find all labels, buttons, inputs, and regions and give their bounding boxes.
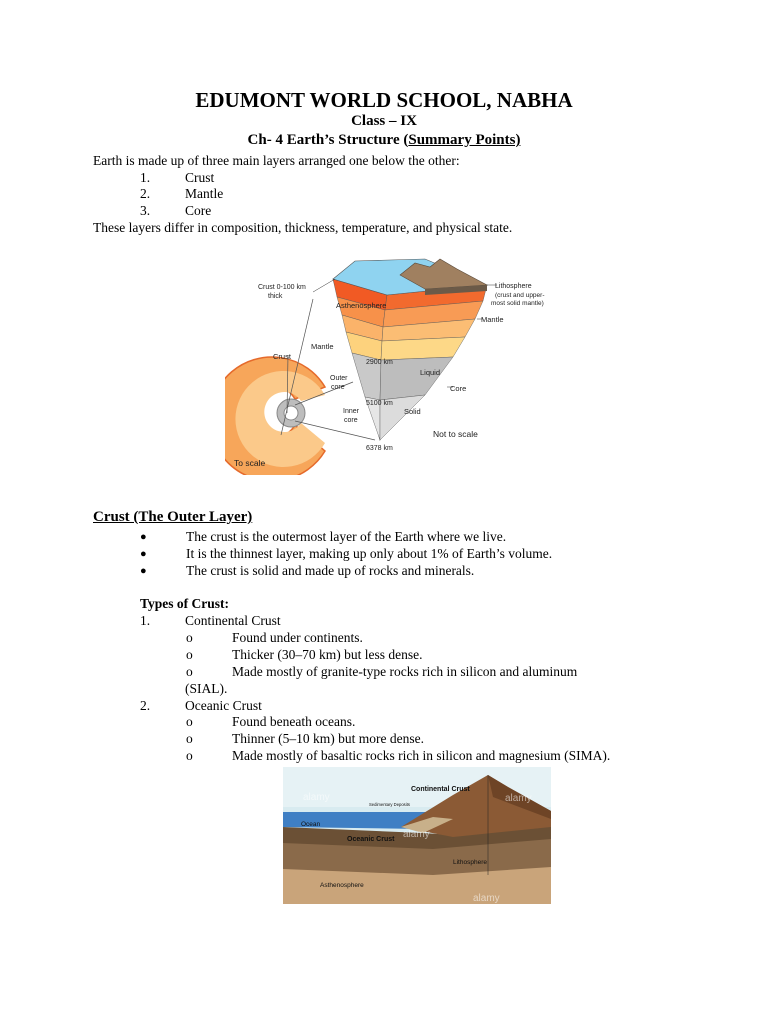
class-line: Class – IX: [351, 113, 417, 129]
label-crust-left: Crust: [273, 352, 291, 361]
label-litho-note2: most solid mantle): [491, 300, 544, 307]
label-asthenosphere: Asthenosphere: [320, 882, 364, 889]
watermark: alamy: [505, 793, 532, 804]
label-to-scale: To scale: [234, 458, 266, 468]
label-asthenosphere: Asthenosphere: [336, 301, 387, 310]
type-num: 1.: [140, 613, 151, 628]
label-inner-core: core: [344, 417, 358, 424]
bullet-icon: ●: [140, 548, 147, 560]
sub-point: Thinner (5–10 km) but more dense.: [232, 731, 424, 746]
layer-label: Core: [185, 203, 212, 218]
sub-bullet-icon: o: [186, 748, 193, 763]
type-label: Continental Crust: [185, 613, 281, 628]
type-num: 2.: [140, 698, 151, 713]
label-crust-thick: Crust 0-100 km: [258, 284, 306, 291]
layer-num: 3.: [140, 203, 151, 218]
type-label: Oceanic Crust: [185, 698, 262, 713]
sub-point: Found beneath oceans.: [232, 714, 356, 729]
label-outer-core: core: [331, 384, 345, 391]
crust-bullet: It is the thinnest layer, making up only about 1% of Earth’s volume.: [186, 546, 553, 561]
label-lithosphere: Lithosphere: [453, 859, 487, 866]
label-5100km: 5100 km: [366, 400, 393, 407]
sub-point: Thicker (30–70 km) but less dense.: [232, 647, 423, 662]
watermark: alamy: [473, 893, 500, 904]
label-sedimentary: Sedimentary Deposits: [369, 802, 410, 807]
label-core-right: Core: [450, 384, 467, 393]
sub-point-wrap: (SIAL).: [185, 681, 228, 696]
bullet-icon: ●: [140, 531, 147, 543]
label-continental-crust: Continental Crust: [411, 786, 470, 793]
layer-label: Mantle: [185, 186, 224, 201]
crust-cross-section: [283, 767, 551, 904]
label-inner: Inner: [343, 408, 359, 415]
label-oceanic-crust: Oceanic Crust: [347, 836, 395, 843]
sub-bullet-icon: o: [186, 630, 193, 645]
label-mantle-right: Mantle: [481, 315, 504, 324]
sub-point: Found under continents.: [232, 630, 363, 645]
sub-bullet-icon: o: [186, 664, 193, 679]
label-liquid: Liquid: [420, 368, 441, 377]
label-litho-note1: (crust and upper-: [495, 292, 545, 299]
sub-point: Made mostly of granite-type rocks rich in silicon and aluminum: [232, 664, 578, 679]
chapter-prefix: Ch- 4 Earth’s Structure (: [247, 132, 409, 148]
earth-structure-diagram: [225, 255, 545, 475]
label-not-to-scale: Not to scale: [433, 429, 478, 439]
intro-lead: Earth is made up of three main layers arranged one below the other:: [93, 153, 460, 168]
label-ocean: Ocean: [301, 821, 321, 828]
label-lithosphere: Lithosphere: [495, 283, 532, 290]
sub-point: Made mostly of basaltic rocks rich in silicon and magnesium (SIMA).: [232, 748, 611, 763]
types-heading: Types of Crust:: [140, 596, 229, 611]
watermark: alamy: [403, 829, 430, 840]
layer-label: Crust: [185, 170, 215, 185]
crust-bullet: The crust is solid and made up of rocks and minerals.: [186, 563, 475, 578]
sub-bullet-icon: o: [186, 714, 193, 729]
label-solid: Solid: [404, 407, 421, 416]
crust-bullet: The crust is the outermost layer of the Earth where we live.: [186, 529, 507, 544]
chapter-title: [0, 132, 768, 149]
label-outer: Outer: [330, 375, 348, 382]
watermark: alamy: [303, 792, 330, 803]
label-thick: thick: [268, 293, 283, 300]
school-title: EDUMONT WORLD SCHOOL, NABHA: [195, 88, 573, 112]
crust-heading: Crust (The Outer Layer): [93, 509, 253, 525]
bullet-icon: ●: [140, 565, 147, 577]
intro-closing: These layers differ in composition, thickness, temperature, and physical state.: [93, 220, 513, 235]
label-6378km: 6378 km: [366, 445, 393, 452]
sub-bullet-icon: o: [186, 731, 193, 746]
layer-num: 1.: [140, 170, 151, 185]
label-mantle-left: Mantle: [311, 342, 334, 351]
layer-num: 2.: [140, 186, 151, 201]
label-2900km: 2900 km: [366, 359, 393, 366]
chapter-underlined: Summary Points): [408, 132, 521, 148]
sub-bullet-icon: o: [186, 647, 193, 662]
